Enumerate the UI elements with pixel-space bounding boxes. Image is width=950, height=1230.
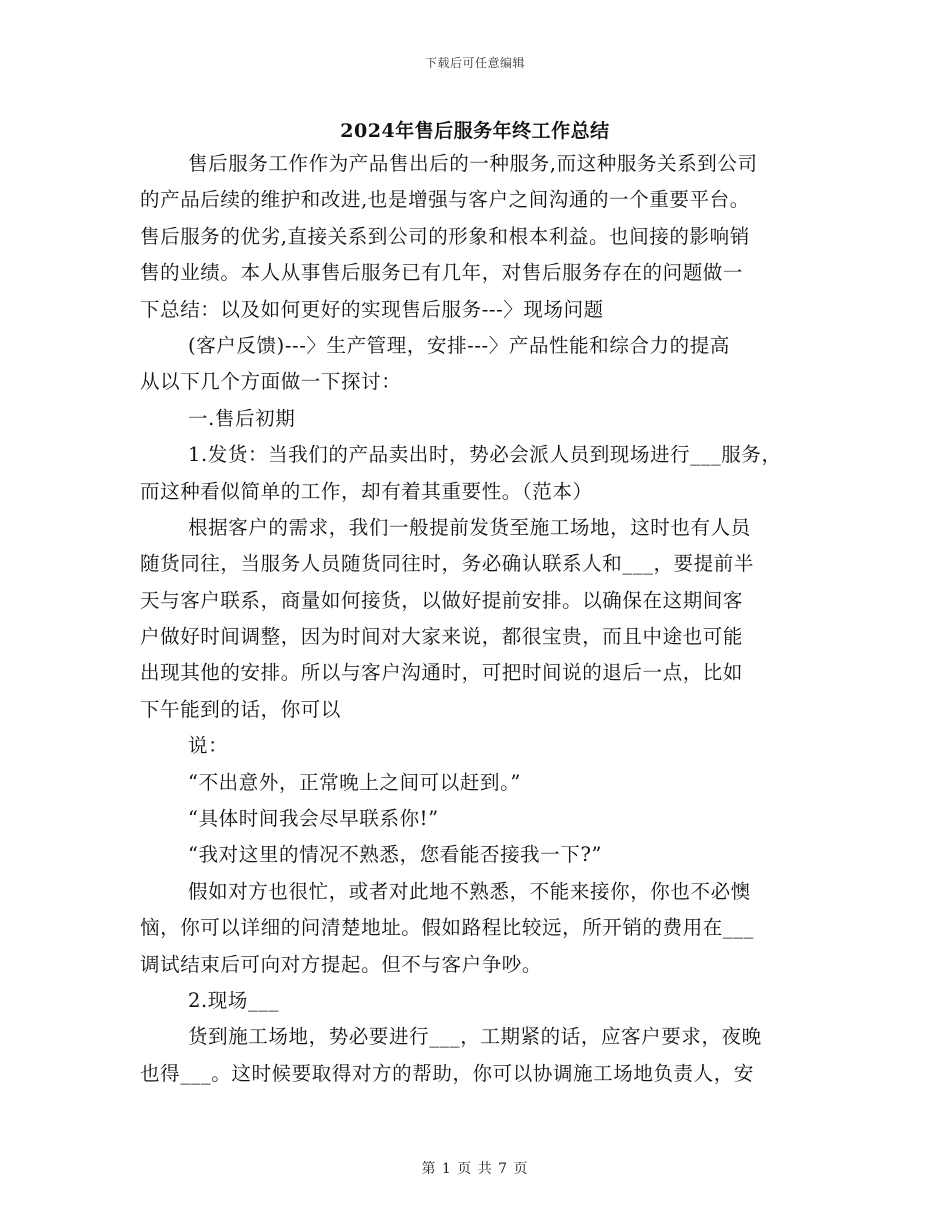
body-line: “不出意外，正常晚上之间可以赶到。” — [188, 770, 521, 794]
body-line: 出现其他的安排。所以与客户沟通时，可把时间说的退后一点，比如 — [140, 661, 744, 685]
body-line: 下午能到的话，你可以 — [140, 697, 342, 721]
body-line: 货到施工场地，势必要进行___，工期紧的话，应客户要求，夜晚 — [188, 1025, 762, 1049]
body-line: 1.发货：当我们的产品卖出时，势必会派人员到现场进行___服务， — [188, 443, 782, 467]
body-line: 的产品后续的维护和改进,也是增强与客户之间沟通的一个重要平台。 — [140, 188, 750, 212]
body-line: 根据客户的需求，我们一般提前发货至施工场地，这时也有人员 — [188, 515, 751, 539]
body-line: 户做好时间调整，因为时间对大家来说，都很宝贵，而且中途也可能 — [140, 625, 744, 649]
body-line: 假如对方也很忙，或者对此地不熟悉，不能来接你，你也不必懊 — [188, 879, 751, 903]
body-line: “我对这里的情况不熟悉，您看能否接我一下?” — [188, 843, 603, 867]
document-title: 2024年售后服务年终工作总结 — [340, 120, 610, 142]
body-line: 从以下几个方面做一下探讨： — [140, 370, 402, 394]
body-line: 售后服务工作作为产品售出后的一种服务,而这种服务关系到公司 — [188, 152, 758, 175]
body-line: 调试结束后可向对方提起。但不与客户争吵。 — [140, 952, 543, 976]
body-line: (客户反馈)---〉生产管理，安排---〉产品性能和综合力的提高 — [188, 333, 730, 357]
body-line: 售后服务的优劣,直接关系到公司的形象和根本利益。也间接的影响销 — [140, 224, 750, 248]
body-line: “具体时间我会尽早联系你!” — [188, 807, 439, 831]
body-line: 随货同往，当服务人员随货同往时，务必确认联系人和___，要提前半 — [140, 552, 754, 576]
body-line: 一.售后初期 — [188, 406, 296, 430]
body-line: 也得___。这时候要取得对方的帮助，你可以协调施工场地负责人，安 — [140, 1061, 754, 1085]
body-line: 2.现场___ — [188, 988, 280, 1012]
page-header: 下载后可任意编辑 — [424, 56, 525, 70]
page-footer: 第 1 页 共 7 页 — [421, 1161, 529, 1177]
body-line: 售的业绩。本人从事售后服务已有几年，对售后服务存在的问题做一 — [140, 261, 744, 285]
body-line: 而这种看似简单的工作，却有着其重要性。（范本） — [140, 479, 593, 503]
body-line: 恼，你可以详细的问清楚地址。假如路程比较远，所开销的费用在___ — [140, 916, 754, 940]
body-line: 天与客户联系，商量如何接货，以做好提前安排。以确保在这期间客 — [140, 588, 744, 612]
document-body — [140, 146, 820, 1092]
body-line: 下总结：以及如何更好的实现售后服务---〉现场问题 — [140, 297, 604, 321]
body-line: 说： — [188, 734, 229, 758]
